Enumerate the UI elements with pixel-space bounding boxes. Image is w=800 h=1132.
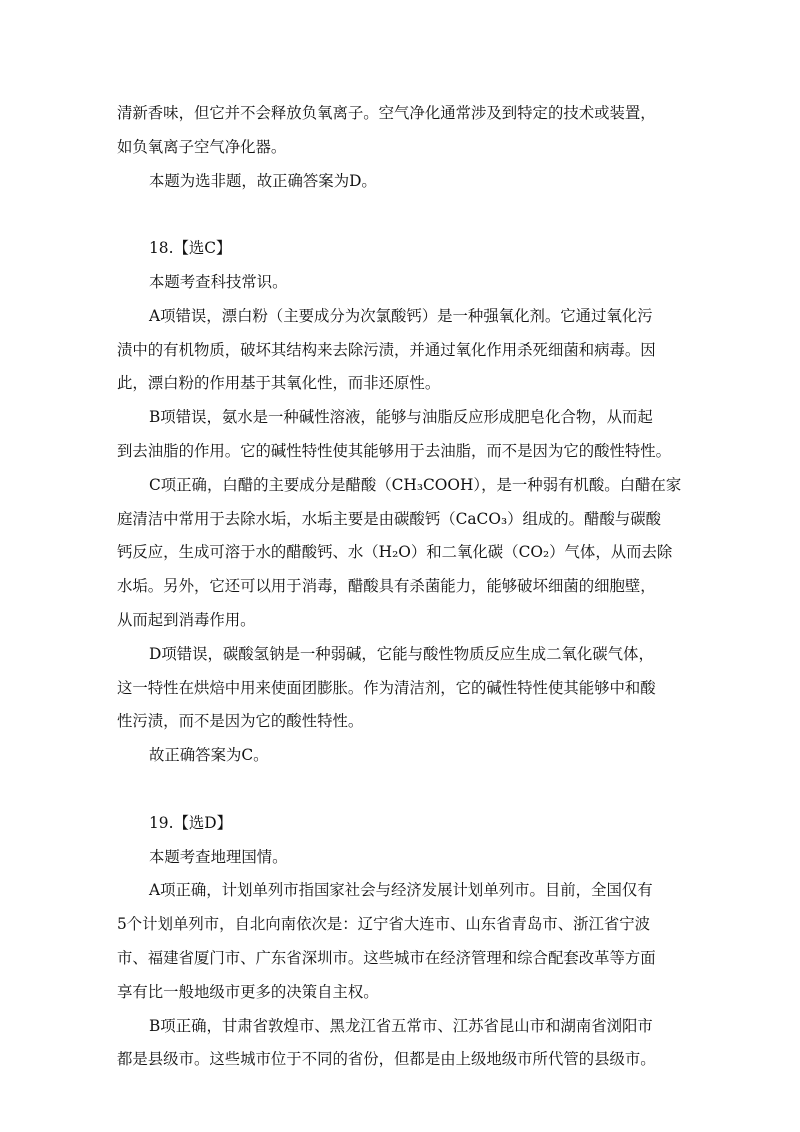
option-d-paragraph-line: 这一特性在烘焙中用来使面团膨胀。作为清洁剂，它的碱性特性使其能够中和酸 <box>117 678 656 697</box>
option-b-paragraph-line: 到去油脂的作用。它的碱性特性使其能够用于去油脂，而不是因为它的酸性特性。 <box>117 441 672 460</box>
option-d-paragraph-line: D项错误，碳酸氢钠是一种弱碱，它能与酸性物质反应生成二氧化碳气体， <box>149 644 654 663</box>
option-a-paragraph-line: A项错误，漂白粉（主要成分为次氯酸钙）是一种强氧化剂。它通过氧化污 <box>149 306 653 325</box>
answer-conclusion: 本题为选非题，故正确答案为D。 <box>149 171 377 190</box>
option-b-paragraph-line: B项错误，氨水是一种碱性溶液，能够与油脂反应形成肥皂化合物，从而起 <box>149 408 653 427</box>
question-18-heading: 18.【选C】 <box>149 239 232 258</box>
question-19-topic: 本题考查地理国情。 <box>149 847 288 866</box>
option-a-paragraph-line: 享有比一般地级市更多的决策自主权。 <box>117 982 379 1001</box>
option-c-paragraph-line: 庭清洁中常用于去除水垢，水垢主要是由碳酸钙（CaCO₃）组成的。醋酸与碳酸 <box>117 509 662 528</box>
option-a-paragraph-line: 渍中的有机物质，破坏其结构来去除污渍，并通过氧化作用杀死细菌和病毒。因 <box>117 340 656 359</box>
option-c-paragraph-line: 从而起到消毒作用。 <box>117 610 256 629</box>
answer-conclusion: 故正确答案为C。 <box>149 746 269 765</box>
paragraph-gap <box>117 198 687 232</box>
question-19-heading: 19.【选D】 <box>149 813 232 832</box>
option-c-paragraph-line: 水垢。另外，它还可以用于消毒，醋酸具有杀菌能力，能够破坏细菌的细胞壁， <box>117 577 656 596</box>
document-body <box>117 97 687 1077</box>
option-c-paragraph-line: 钙反应，生成可溶于水的醋酸钙、水（H₂O）和二氧化碳（CO₂）气体，从而去除 <box>117 543 673 562</box>
option-a-paragraph-line: 此，漂白粉的作用基于其氧化性，而非还原性。 <box>117 374 441 393</box>
question-18-topic: 本题考查科技常识。 <box>149 272 288 291</box>
text-line-continuation: 清新香味，但它并不会释放负氧离子。空气净化通常涉及到特定的技术或装置， <box>117 104 656 122</box>
option-d-paragraph-line: 性污渍，而不是因为它的酸性特性。 <box>117 712 364 731</box>
option-b-paragraph-line: 都是县级市。这些城市位于不同的省份，但都是由上级地级市所代管的县级市。 <box>117 1050 656 1069</box>
text-line-continuation: 如负氧离子空气净化器。 <box>117 137 287 156</box>
option-a-paragraph-line: 5个计划单列市，自北向南依次是：辽宁省大连市、山东省青岛市、浙江省宁波 <box>117 915 651 934</box>
paragraph-gap <box>117 773 687 807</box>
option-b-paragraph-line: B项正确，甘肃省敦煌市、黑龙江省五常市、江苏省昆山市和湖南省浏阳市 <box>149 1016 653 1035</box>
option-a-paragraph-line: 市、福建省厦门市、广东省深圳市。这些城市在经济管理和综合配套改革等方面 <box>117 948 656 967</box>
option-c-paragraph-line: C项正确，白醋的主要成分是醋酸（CH₃COOH），是一种弱有机酸。白醋在家 <box>149 475 682 494</box>
option-a-paragraph-line: A项正确，计划单列市指国家社会与经济发展计划单列市。目前，全国仅有 <box>149 881 653 900</box>
